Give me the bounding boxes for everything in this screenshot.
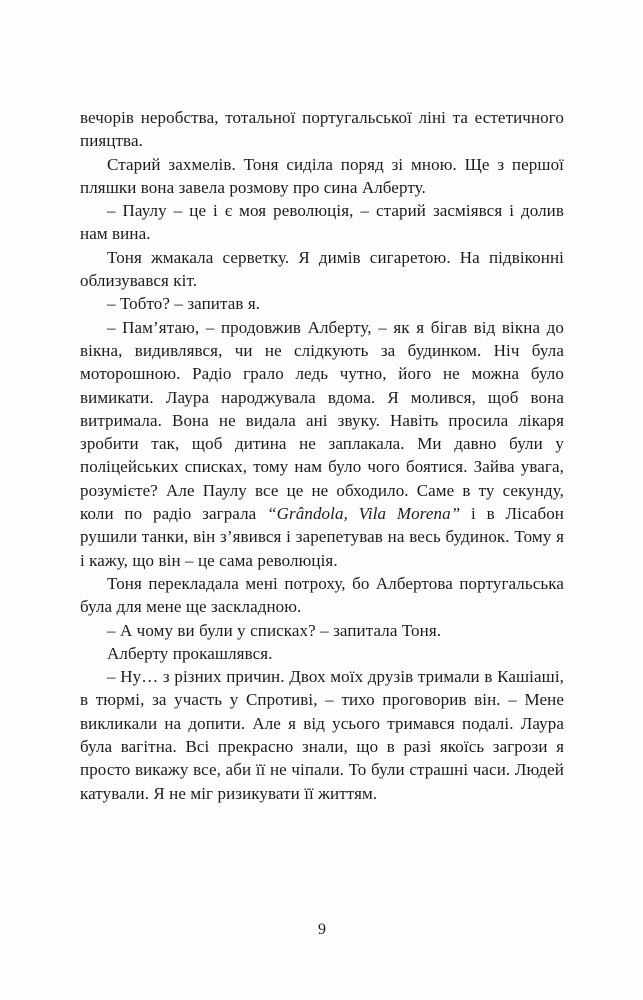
- paragraph: Алберту прокашлявся.: [107, 643, 273, 663]
- paragraph-dialogue: – Ну… з різних причин. Двох моїх друзів тримали в Кашіаші, в тюрмі, за участь у Спротиві, – тихо проговорив він. – Мене викликали на допити. Але я від усього тримався подалі. Лаура була вагітна. Всі прекрасно знали, що в разі якоїсь загрози я просто викажу все, аби її не чіпали. То були страшні часи. Людей катували. Я не міг ризикувати її життям.: [80, 667, 564, 803]
- text-block: [80, 106, 564, 805]
- paragraph-dialogue: – Тобто? – запитав я.: [107, 294, 261, 314]
- paragraph-text: і в Лісабон рушили танки, він з’явився і зарепетував на весь будинок. Тому я і кажу, що він – це сама революція.: [80, 504, 565, 570]
- paragraph: вечорів неробства, тотальної португальської ліні та естетичного пияцтва.: [80, 108, 564, 151]
- paragraph: Старий захмелів. Тоня сиділа поряд зі мною. Ще з першої пляшки вона завела розмову про сина Алберту.: [80, 154, 564, 197]
- paragraph-dialogue: [80, 316, 564, 572]
- song-title-italic: “Grândola, Vila Morena”: [267, 504, 461, 524]
- page-number: 9: [318, 921, 326, 938]
- paragraph: Тоня перекладала мені потроху, бо Албертова португальська була для мене ще заскладною.: [80, 573, 564, 617]
- paragraph-dialogue: – Паулу – це і є моя революція, – старий засміявся і долив нам вина.: [80, 201, 564, 244]
- paragraph-dialogue: – А чому ви були у списках? – запитала Тоня.: [107, 620, 442, 640]
- paragraph-text: – Пам’ятаю, – продовжив Алберту, – як я бігав від вікна до вікна, видивлявся, чи не слідкують за будинком. Ніч була моторошною. Радіо грало ледь чутно, його не можна було вимикати. Лаура народжувала вдома. Я молився, щоб вона витримала. Вона не видала ані звуку. Навіть просила лікаря зробити так, щоб дитина не заплакала. Ми давно були у поліцейських списках, тому нам було чого боятися. Зайва увага, розумієте? Але Паулу все це не обходило. Саме в ту секунду, коли по радіо заграла: [80, 317, 564, 524]
- paragraph: Тоня жмакала серветку. Я димів сигаретою. На підвіконні облизувався кіт.: [80, 247, 564, 291]
